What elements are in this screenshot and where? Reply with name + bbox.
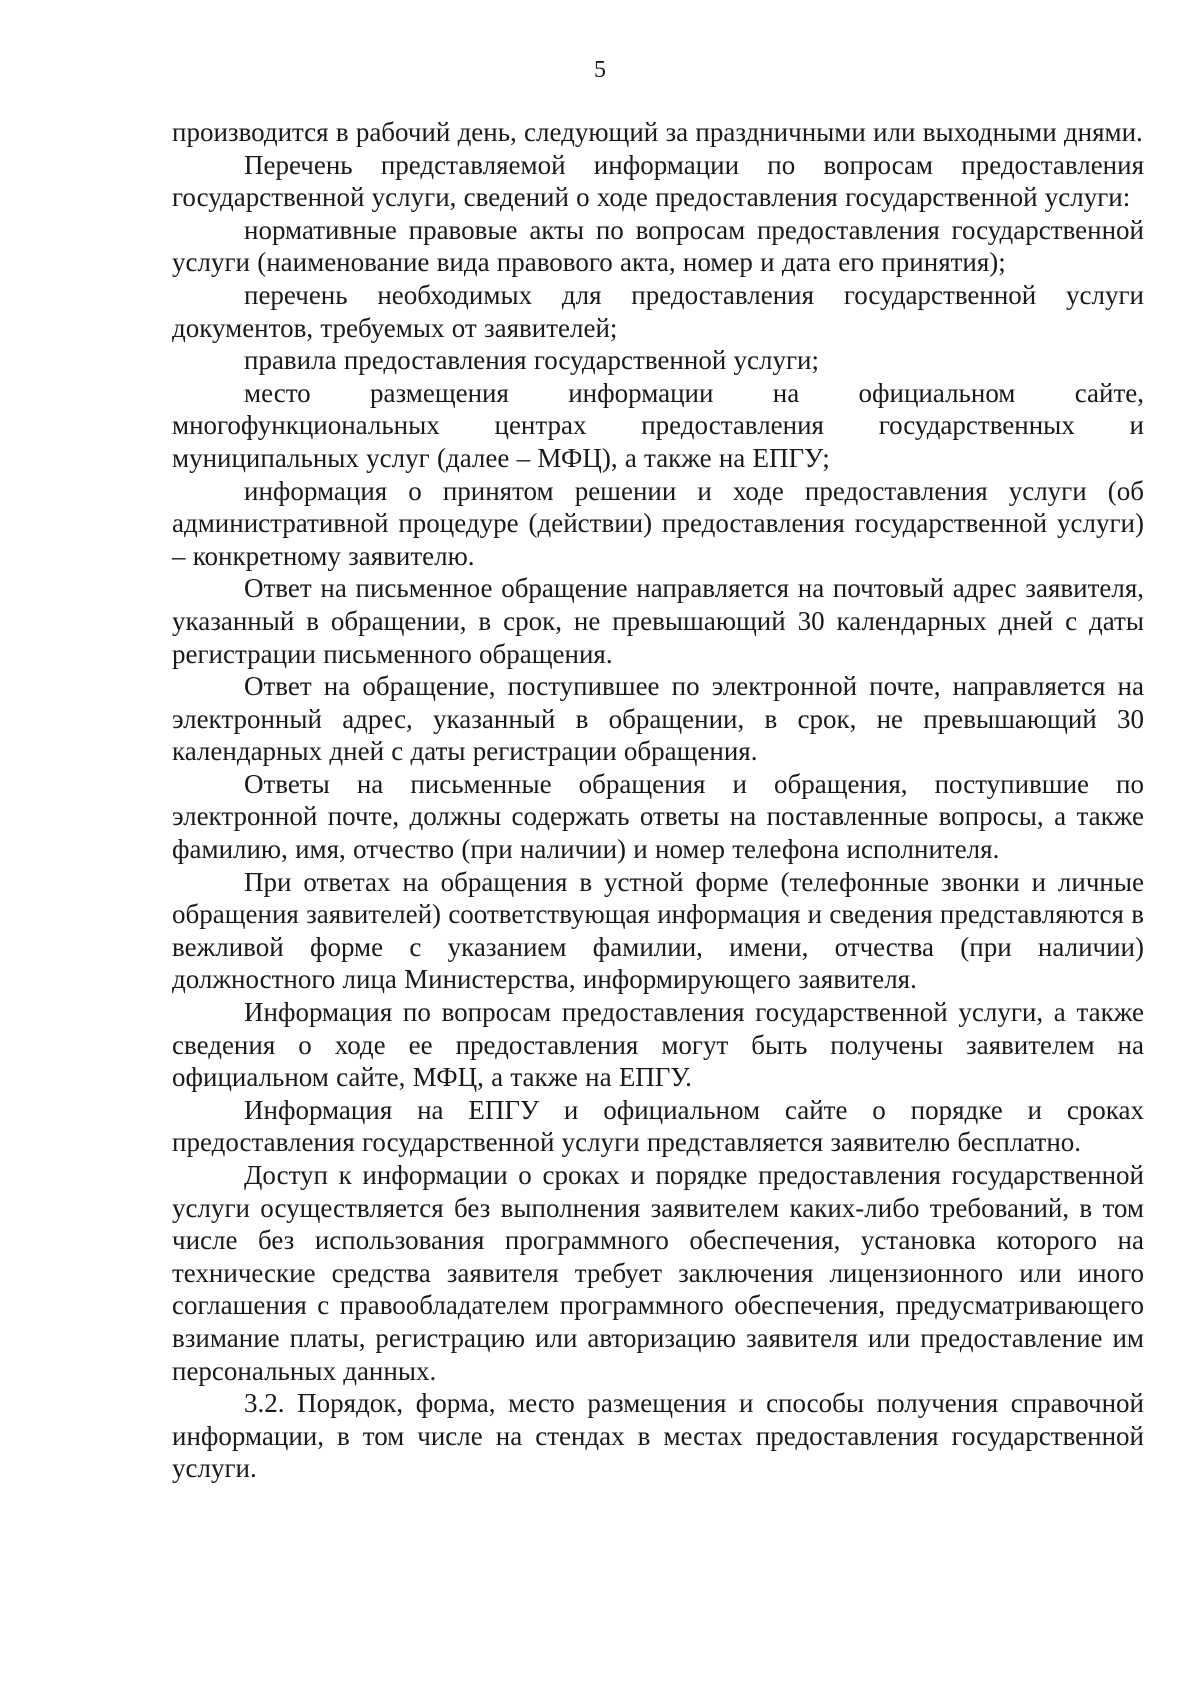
paragraph-oral-reply: При ответах на обращения в устной форме (телефонные звонки и личные обращения заявителей) соответствующая информация и сведения представляются в вежливой форме с указанием фамилии, имени, отчества (при наличии) должностного лица Министерства, информирующего заявителя. xyxy=(172,866,1144,995)
list-item-info-placement: место размещения информации на официальном сайте, многофункциональных центрах предоставления государственных и муниципальных услуг (далее – МФЦ), а также на ЕПГУ; xyxy=(172,377,1144,473)
document-body xyxy=(172,116,1144,1485)
paragraph-info-list-intro: Перечень представляемой информации по вопросам предоставления государственной услуги, сведений о ходе предоставления государственной услуги: xyxy=(172,149,1144,213)
paragraph-reply-contents: Ответы на письменные обращения и обращения, поступившие по электронной почте, должны содержать ответы на поставленные вопросы, а также фамилию, имя, отчество (при наличии) и номер телефона исполнителя. xyxy=(172,768,1144,865)
section-heading-3-2: 3.2. Порядок, форма, место размещения и способы получения справочной информации, в том числе на стендах в местах предоставления государственной услуги. xyxy=(172,1388,1144,1484)
paragraph-access-conditions: Доступ к информации о сроках и порядке предоставления государственной услуги осуществляется без выполнения заявителем каких-либо требований, в том числе без использования программного обеспечения, установка которого на технические средства заявителя требует заключения лицензионного или иного соглашения с правообладателем программного обеспечения, предусматривающего взимание платы, регистрацию или авторизацию заявителя или предоставление им персональных данных. xyxy=(172,1160,1144,1386)
list-item-required-documents: перечень необходимых для предоставления государственной услуги документов, требуемых от заявителей; xyxy=(172,279,1144,343)
paragraph-continuation: производится в рабочий день, следующий за праздничными или выходными днями. xyxy=(172,117,1143,147)
paragraph-written-reply: Ответ на письменное обращение направляется на почтовый адрес заявителя, указанный в обращении, в срок, не превышающий 30 календарных дней с даты регистрации письменного обращения. xyxy=(172,573,1144,669)
page-number: 5 xyxy=(594,57,606,83)
paragraph-email-reply: Ответ на обращение, поступившее по электронной почте, направляется на электронный адрес, указанный в обращении, в срок, не превышающий 30 календарных дней с даты регистрации обращения. xyxy=(172,671,1144,767)
list-item-decision-info: информация о принятом решении и ходе предоставления услуги (об административной процедуре (действии) предоставления государственной услуги) – конкретному заявителю. xyxy=(172,475,1144,571)
paragraph-free-info: Информация на ЕПГУ и официальном сайте о порядке и сроках предоставления государственной услуги представляется заявителю бесплатно. xyxy=(172,1094,1144,1158)
list-item-legal-acts: нормативные правовые акты по вопросам предоставления государственной услуги (наименование вида правового акта, номер и дата его принятия); xyxy=(172,214,1144,278)
paragraph-info-availability: Информация по вопросам предоставления государственной услуги, а также сведения о ходе ее предоставления могут быть получены заявителем на официальном сайте, МФЦ, а также на ЕПГУ. xyxy=(172,997,1144,1093)
list-item-service-rules: правила предоставления государственной услуги; xyxy=(244,345,819,376)
